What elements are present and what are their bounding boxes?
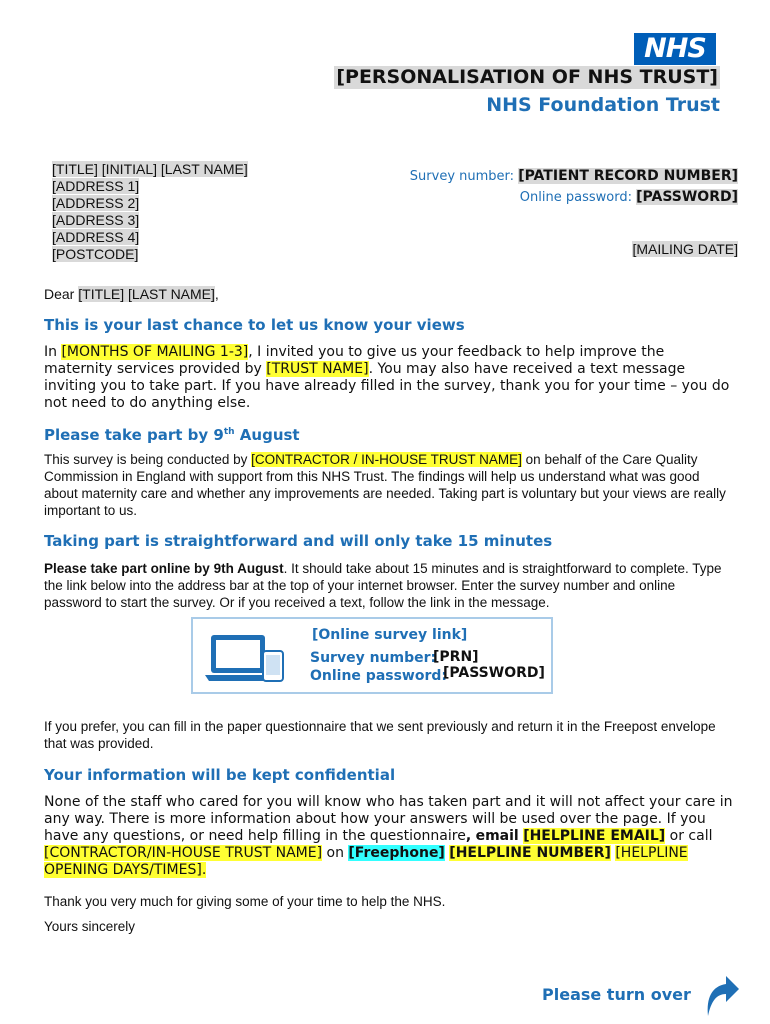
survey-number-label: Survey number: xyxy=(409,169,515,184)
online-survey-link[interactable]: [Online survey link] xyxy=(312,627,468,643)
contractor-placeholder: [CONTRACTOR/IN-HOUSE TRUST NAME] xyxy=(44,845,323,861)
thanks-text: Thank you very much for giving some of your time to help the NHS. xyxy=(44,894,446,909)
superscript: th xyxy=(223,427,235,437)
months-placeholder: [MONTHS OF MAILING 1-3] xyxy=(61,344,249,360)
signoff-text: Yours sincerely xyxy=(44,919,136,934)
helpline-number: [HELPLINE NUMBER] xyxy=(449,845,611,861)
nhs-logo: NHS xyxy=(634,33,716,65)
paragraph-last-chance xyxy=(44,344,734,412)
laptop-phone-icon xyxy=(203,631,295,687)
survey-number-value: [PATIENT RECORD NUMBER] xyxy=(518,168,738,184)
address-line: [ADDRESS 2] xyxy=(52,195,140,211)
text: In xyxy=(44,344,58,360)
box-password-label: Online password: xyxy=(310,668,448,684)
address-line: [ADDRESS 1] xyxy=(52,178,140,194)
paragraph-online-instructions xyxy=(44,560,736,611)
text: . xyxy=(201,862,207,878)
please-turn-over: Please turn over xyxy=(542,985,691,1004)
text: or call xyxy=(669,828,713,844)
address-line: [ADDRESS 4] xyxy=(52,229,140,245)
helpline-opening-times: [HELPLINE OPENING DAYS/TIMES] xyxy=(44,845,688,878)
text: . It should take about 15 minutes and is straightforward to complete. Type the link below into the address bar at the top of your internet browser. Enter the survey number and online password to start the survey. Or if you received a text, follow the link in the message. xyxy=(44,561,722,610)
paragraph-confidential xyxy=(44,794,734,879)
greeting-prefix: Dear xyxy=(44,286,75,302)
password-value: [PASSWORD] xyxy=(636,189,738,205)
contractor-placeholder: [CONTRACTOR / IN-HOUSE TRUST NAME] xyxy=(251,452,522,467)
text: This survey is being conducted by xyxy=(44,452,248,467)
box-password-value: [PASSWORD] xyxy=(443,665,545,681)
text: . You may also have received a text message inviting you to take part. If you have already filled in the survey, thank you for your time – you do not need to do anything else. xyxy=(44,361,730,411)
trust-name-placeholder-inline: [TRUST NAME] xyxy=(266,361,369,377)
paragraph-survey-conducted xyxy=(44,451,736,519)
text: on xyxy=(326,845,344,861)
heading-take-part-by xyxy=(44,426,300,444)
online-deadline: Please take part online by 9th August xyxy=(44,561,284,576)
trust-subtitle: NHS Foundation Trust xyxy=(486,94,720,116)
recipient-address xyxy=(52,161,248,263)
text: August xyxy=(239,426,300,444)
trust-name-placeholder: [PERSONALISATION OF NHS TRUST] xyxy=(336,66,718,88)
password-row xyxy=(520,189,738,205)
paragraph-paper-option: If you prefer, you can fill in the paper questionnaire that we sent previously and return it in the Freepost envelope that was provided. xyxy=(44,719,716,751)
email-label: email xyxy=(475,828,519,844)
heading-last-chance: This is your last chance to let us know your views xyxy=(44,316,465,334)
greeting-name: [TITLE] [LAST NAME] xyxy=(78,286,215,302)
text: , xyxy=(465,828,472,844)
address-line: [ADDRESS 3] xyxy=(52,212,140,228)
heading-straightforward: Taking part is straightforward and will only take 15 minutes xyxy=(44,532,553,550)
address-line: [TITLE] [INITIAL] [LAST NAME] xyxy=(52,161,248,177)
text: on behalf of the Care Quality Commission in England with support from this NHS Trust. The findings will help us understand what was good about maternity care and whether any improvements are needed. Taking part is voluntary but your views are really important to us. xyxy=(44,452,726,518)
survey-number-row xyxy=(410,168,738,184)
helpline-email[interactable]: [HELPLINE EMAIL] xyxy=(523,828,666,844)
mailing-date: [MAILING DATE] xyxy=(632,241,738,257)
address-line: [POSTCODE] xyxy=(52,246,139,262)
greeting xyxy=(44,286,219,302)
password-label: Online password: xyxy=(519,190,632,205)
freephone-placeholder: [Freephone] xyxy=(348,845,445,861)
text: Please take part by 9 xyxy=(44,426,224,444)
turn-over-arrow-icon xyxy=(700,970,740,1018)
text: , I invited you to give us your feedback to help improve the maternity services provided by xyxy=(44,344,665,377)
heading-confidential: Your information will be kept confidential xyxy=(44,766,396,784)
box-survey-number-value: [PRN] xyxy=(433,649,479,665)
box-survey-number-label: Survey number: xyxy=(310,650,437,666)
greeting-suffix: , xyxy=(214,286,219,302)
online-survey-box xyxy=(191,617,553,694)
text: None of the staff who cared for you will know who has taken part and it will not affect your care in any way. There is more information about how your answers will be used over the page. If you have any questions, or need help filling in the questionnaire xyxy=(44,794,733,844)
